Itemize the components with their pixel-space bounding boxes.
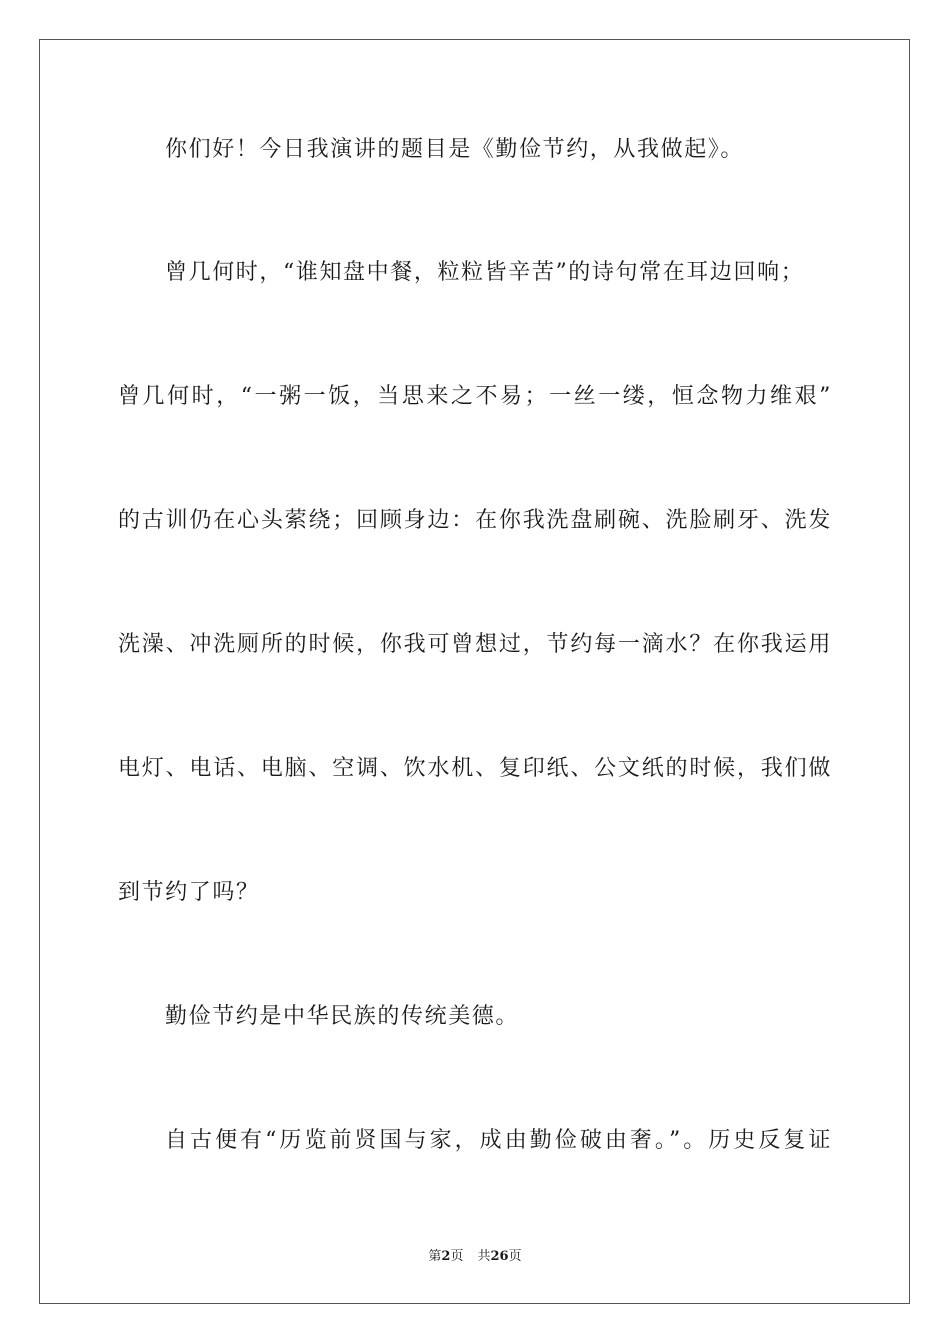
paragraph-line-2: 曾几何时，“谁知盘中餐，粒粒皆辛苦”的诗句常在耳边回响； [165,260,805,285]
paragraph-line-6: 电灯、电话、电脑、空调、饮水机、复印纸、公文纸的时候，我们做 [118,756,832,781]
page-number: 2 [441,1249,451,1264]
paragraph-line-7: 到节约了吗？ [118,880,260,905]
page-footer [0,1248,950,1266]
total-suffix: 页 [508,1249,522,1264]
paragraph-line-8: 勤俭节约是中华民族的传统美德。 [165,1004,520,1029]
paragraph-line-3: 曾几何时，“一粥一饭，当思来之不易；一丝一缕，恒念物力维艰” [118,384,832,409]
page-suffix: 页 [450,1249,464,1264]
paragraph-line-5: 洗澡、冲洗厕所的时候，你我可曾想过，节约每一滴水？在你我运用 [118,632,832,657]
paragraph-line-9: 自古便有“历览前贤国与家，成由勤俭破由奢。”。历史反复证 [165,1128,832,1153]
page-prefix: 第 [428,1249,442,1264]
page-border [39,39,910,1304]
total-prefix: 共 [477,1249,491,1264]
paragraph-line-4: 的古训仍在心头萦绕；回顾身边：在你我洗盘刷碗、洗脸刷牙、洗发 [118,508,832,533]
paragraph-line-1: 你们好！今日我演讲的题目是《勤俭节约，从我做起》。 [165,137,745,162]
total-pages: 26 [490,1249,509,1264]
